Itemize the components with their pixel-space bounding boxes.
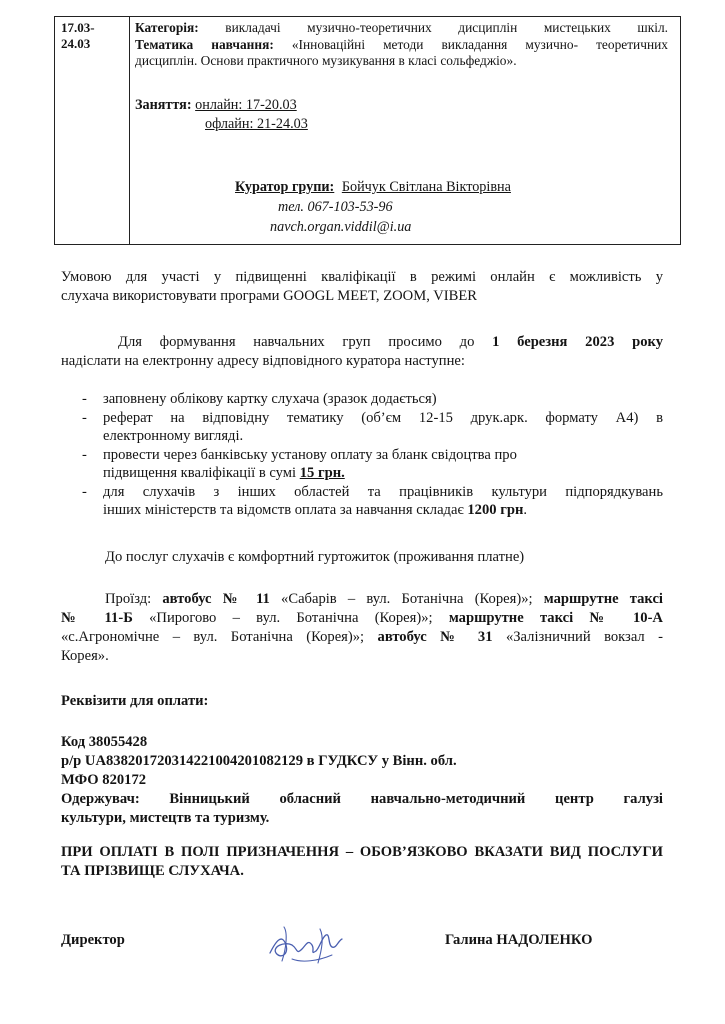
list-item-text: інших міністерств та відомств оплата за навчання складає	[103, 502, 468, 518]
curator-block	[235, 177, 511, 237]
curator-phone: тел. 067-103-53-96	[278, 199, 393, 215]
category-row	[135, 20, 668, 70]
list-item-text: підвищення кваліфікації в сумі	[103, 465, 300, 481]
payment-notice	[61, 843, 663, 881]
date-range	[61, 20, 125, 52]
requirements-list	[82, 390, 663, 520]
payment-account: р/р UA838201720314221004201082129 в ГУДКСУ у Вінн. обл.	[61, 753, 457, 769]
dormitory-note: До послуг слухачів є комфортний гуртожиток (проживання платне)	[105, 549, 525, 565]
transport-text: «Сабарів – вул. Ботанічна (Корея)»;	[269, 591, 544, 607]
online-dates: онлайн: 17-20.03	[195, 97, 297, 113]
list-item-text: реферат на відповідну тематику (об’єм 12-15 друк.арк. формату А4) в	[103, 409, 663, 426]
topic-text-line2: дисциплін. Основи практичного музикування в класі сольфеджіо».	[135, 53, 517, 68]
date-start: 17.03-	[61, 20, 95, 35]
category-text: викладачі музично-теоретичних дисциплін мистецьких шкіл.	[225, 20, 668, 35]
curator-name: Бойчук Світлана Вікторівна	[341, 179, 511, 195]
request-deadline: 1 березня 2023 року	[492, 334, 664, 350]
list-item: - провести через банківську установу оплату за бланк свідоцтва про підвищення кваліфікації в сумі 15 грн.	[82, 446, 663, 483]
handwritten-signature	[262, 919, 348, 971]
classes-block	[135, 97, 668, 132]
tuition-fee-amount: 1200 грн	[467, 502, 524, 518]
request-text: Для формування навчальних груп просимо до	[118, 334, 493, 350]
transport-text: Корея».	[61, 648, 109, 664]
online-condition-line1: Умовою для участі у підвищенні кваліфікації в режимі онлайн є можливість у	[61, 269, 663, 285]
list-item-text: електронному вигляді.	[103, 428, 244, 444]
transport-text: «Пирогово – вул. Ботанічна (Корея)»;	[132, 610, 449, 626]
list-item-text: провести через банківську установу оплату за бланк свідоцтва про	[103, 446, 517, 463]
transport-route: автобус № 11	[162, 591, 270, 607]
transport-text: «Залізничний вокзал -	[492, 629, 663, 645]
transport-route: № 11-Б	[61, 610, 133, 626]
director-name: Галина НАДОЛЕНКО	[445, 932, 593, 948]
request-line2: надіслати на електронну адресу відповідного куратора наступне:	[61, 353, 465, 369]
topic-label: Тематика навчання:	[135, 36, 274, 52]
online-condition-line2: слухача використовувати програми GOOGL MEET, ZOOM, VIBER	[61, 288, 478, 304]
list-item-text: .	[523, 502, 528, 518]
online-condition	[61, 268, 663, 306]
date-end: 24.03	[61, 36, 91, 51]
list-item: - заповнену облікову картку слухача (зразок додається)	[82, 391, 437, 407]
transport-route: маршрутне таксі	[543, 591, 663, 607]
notice-line2: ТА ПРІЗВИЩЕ СЛУХАЧА.	[61, 863, 244, 879]
payment-heading: Реквізити для оплати:	[61, 693, 209, 709]
notice-line1: ПРИ ОПЛАТІ В ПОЛІ ПРИЗНАЧЕННЯ – ОБОВ’ЯЗКОВО ВКАЗАТИ ВИД ПОСЛУГИ	[61, 844, 663, 860]
list-item: - реферат на відповідну тематику (об’єм 12-15 друк.арк. формату А4) в електронному вигляді.	[82, 409, 663, 444]
payment-details	[61, 733, 663, 828]
list-item-text: для слухачів з інших областей та працівників культури підпорядкувань	[103, 483, 663, 500]
form-fee-amount: 15 грн.	[299, 465, 345, 481]
payment-recipient-line1: Одержувач: Вінницький обласний навчально-методичний центр галузі	[61, 791, 663, 807]
director-title: Директор	[61, 932, 125, 948]
transport-paragraph	[61, 590, 663, 666]
transport-route: автобус № 31	[377, 629, 493, 645]
transport-route: маршрутне таксі № 10-А	[448, 610, 663, 626]
classes-label: Заняття:	[135, 97, 192, 113]
payment-code: Код 38055428	[61, 734, 148, 750]
offline-dates: офлайн: 21-24.03	[205, 115, 308, 132]
curator-email: navch.organ.viddil@i.ua	[270, 219, 412, 235]
transport-text: «с.Агрономічне – вул. Ботанічна (Корея)»;	[61, 629, 378, 645]
list-item: - для слухачів з інших областей та працівників культури підпорядкувань інших міністерств та відомств оплата за навчання складає 1200 грн.	[82, 483, 663, 518]
schedule-table	[54, 16, 681, 245]
table-column-divider	[129, 17, 130, 244]
transport-text: Проїзд:	[105, 591, 163, 607]
curator-label: Куратор групи:	[235, 179, 335, 195]
topic-text-line1: «Інноваційні методи викладання музично- теоретичних	[291, 36, 668, 52]
request-paragraph	[61, 333, 663, 371]
payment-recipient-line2: культури, мистецтв та туризму.	[61, 810, 270, 826]
list-item-text: заповнену облікову картку слухача (зразок додається)	[103, 391, 437, 407]
payment-mfo: МФО 820172	[61, 772, 147, 788]
category-label: Категорія:	[135, 20, 199, 35]
